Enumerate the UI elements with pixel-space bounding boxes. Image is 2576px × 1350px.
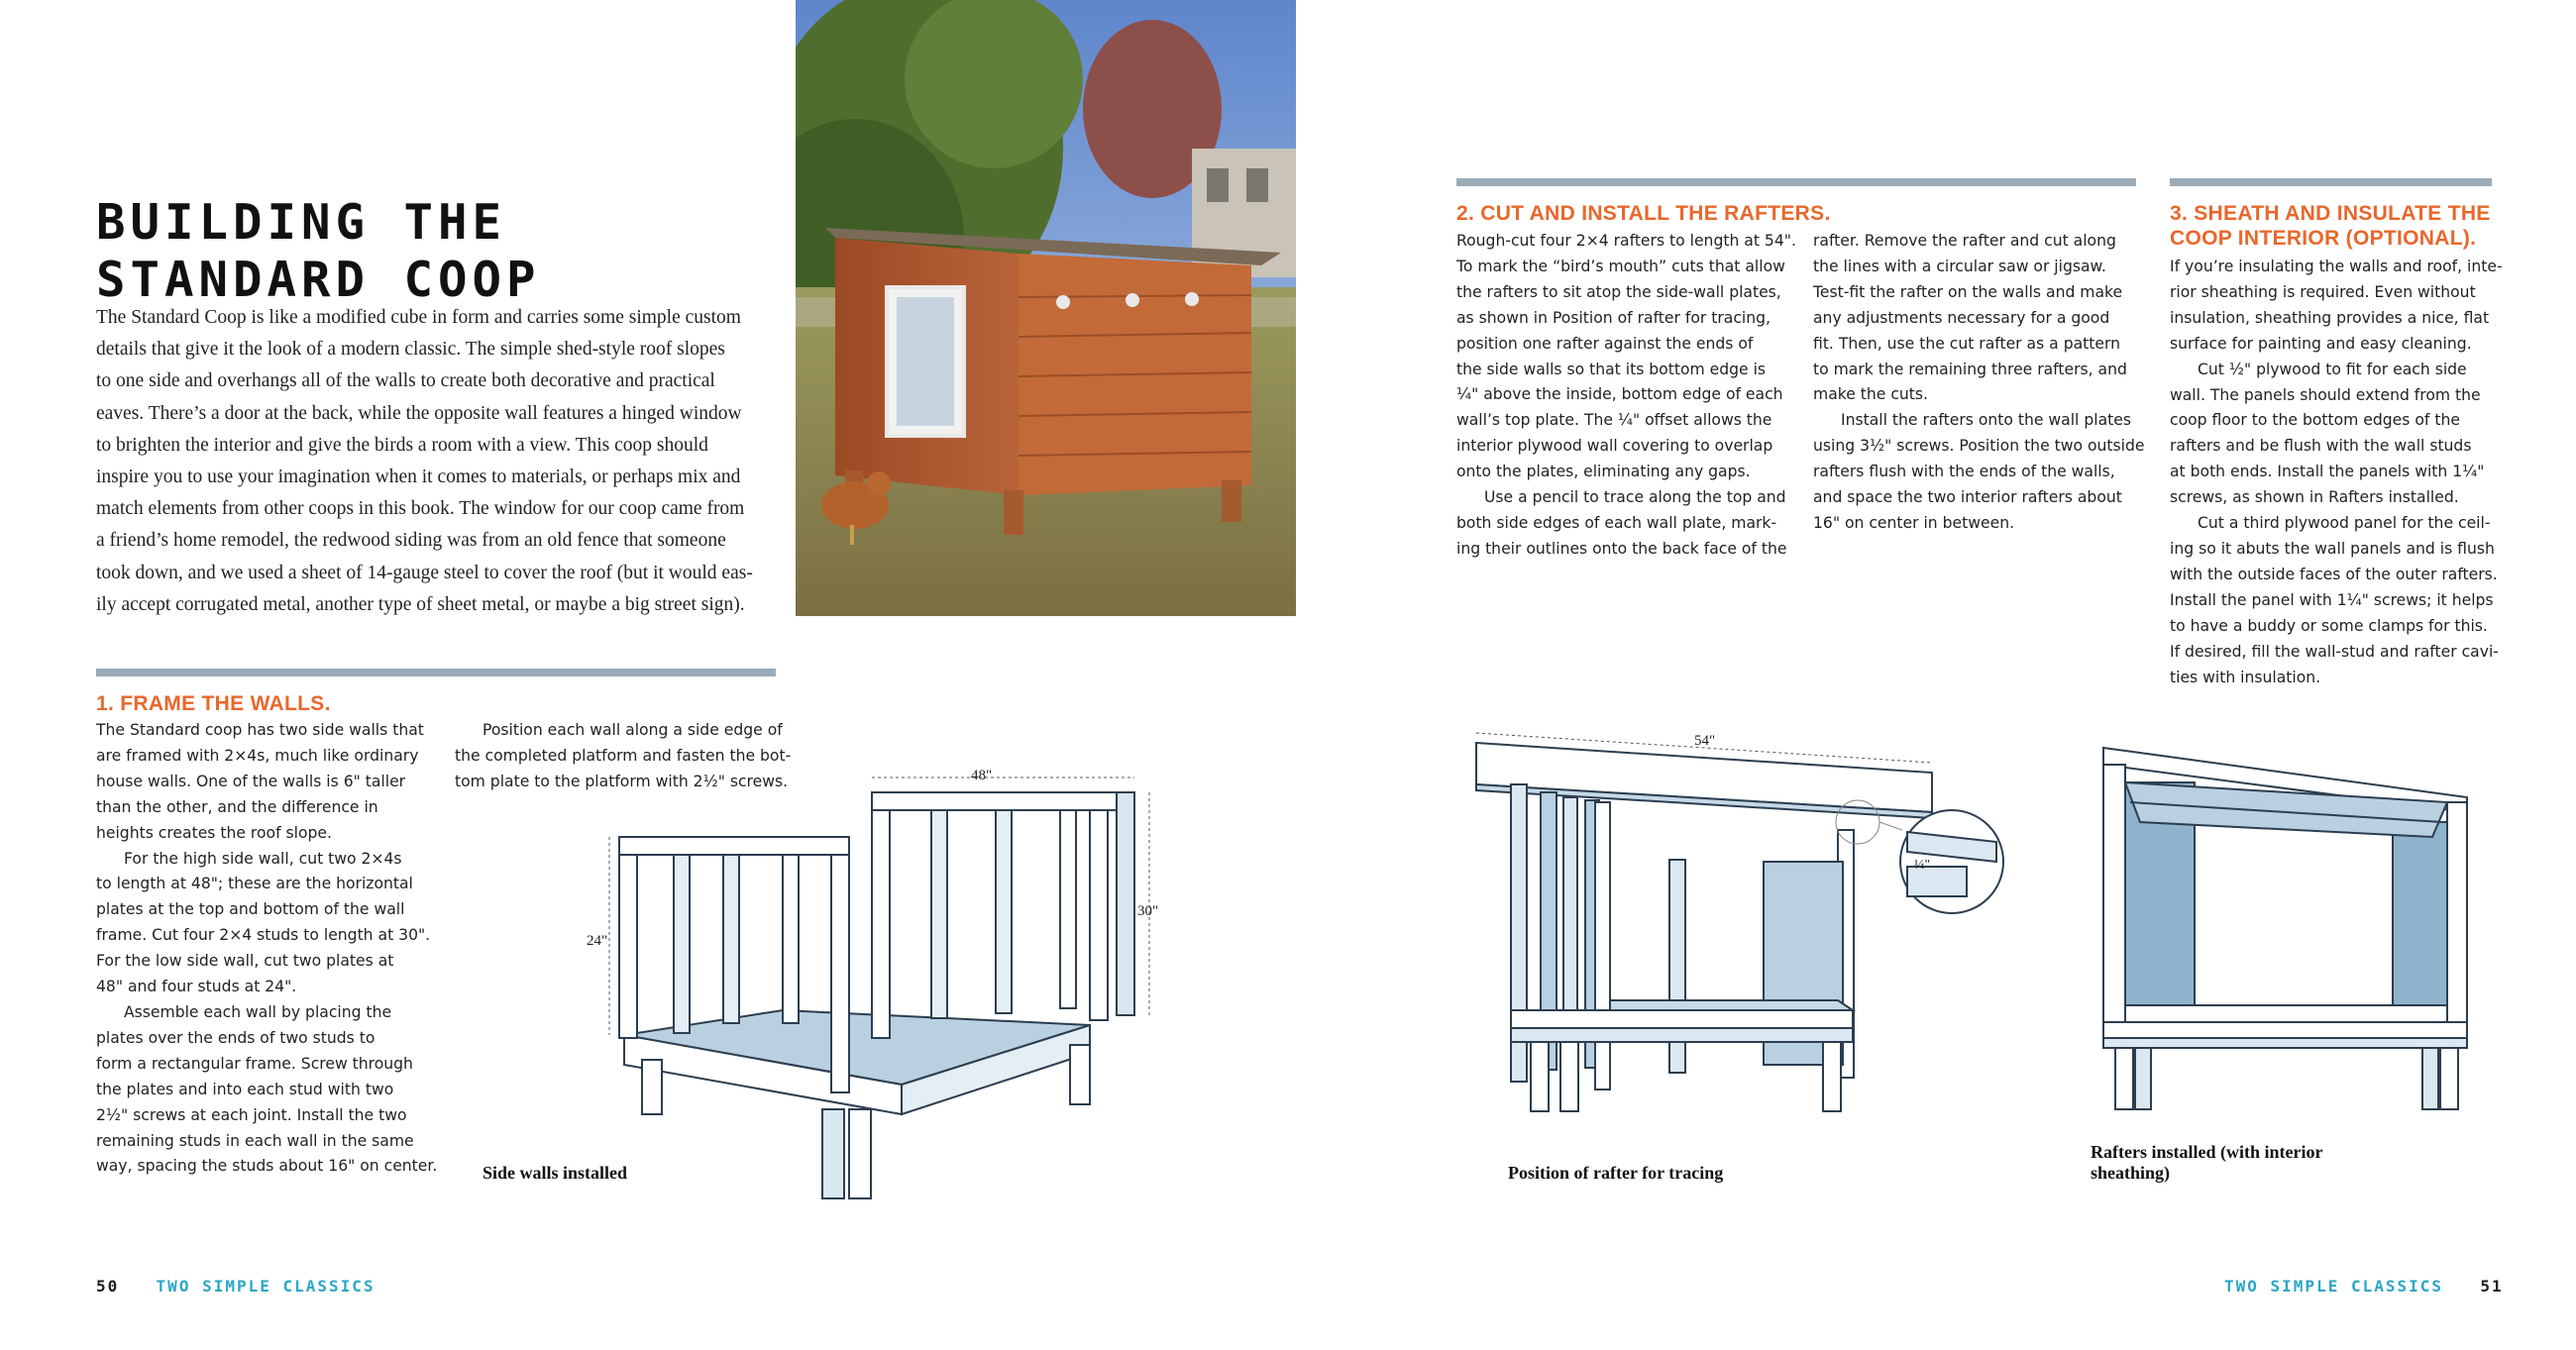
section-2-column-1 [1456, 229, 1803, 563]
section-2-heading: 2. CUT AND INSTALL THE RAFTERS. [1456, 202, 1831, 225]
section-1-line: Position each wall along a side edge of [483, 721, 783, 739]
section-1-line: Assemble each wall by placing the [124, 1002, 392, 1021]
section-3-line: If you’re insulating the walls and roof, inte- [2170, 258, 2503, 275]
rafters-caption-line-1: Rafters installed (with interior [2091, 1142, 2323, 1162]
section-3-heading-line-2: COOP INTERIOR (OPTIONAL). [2170, 227, 2477, 250]
section-2-line: the lines with a circular saw or jigsaw. [1813, 257, 2106, 275]
section-3-column [2170, 255, 2507, 690]
rafter-tracing-diagram [1466, 713, 2021, 1129]
section-1-line: plates at the top and bottom of the wall [96, 900, 405, 919]
section-3-line: coop floor to the bottom edges of the [2170, 411, 2460, 430]
section-3-heading-line-1: 3. SHEATH AND INSULATE THE [2170, 202, 2491, 225]
intro-line: eaves. There’s a door at the back, while the opposite wall features a hinged window [96, 402, 742, 424]
page-number-right: 51 [2480, 1277, 2504, 1296]
dimension-54: 54" [1694, 733, 1716, 749]
section-2-line: any adjustments necessary for a good [1813, 308, 2110, 327]
section-2-line: the rafters to sit atop the side-wall plates, [1456, 282, 1781, 301]
running-section-left: TWO SIMPLE CLASSICS [156, 1277, 376, 1296]
side-walls-caption: Side walls installed [483, 1163, 628, 1183]
section-1-line: heights creates the roof slope. [96, 823, 332, 842]
section-2-line: ing their outlines onto the back face of the [1456, 539, 1787, 558]
intro-line: details that give it the look of a modern classic. The simple shed-style roof slopes [96, 339, 725, 361]
section-2-line: and space the two interior rafters about [1813, 488, 2122, 507]
section-1-line: to length at 48"; these are the horizontal [96, 875, 413, 893]
section-3-line: at both ends. Install the panels with 1¼" [2170, 463, 2485, 481]
section-1-line: the completed platform and fasten the bot- [455, 746, 792, 765]
section-1-line: For the high side wall, cut two 2×4s [124, 849, 402, 868]
rafters-caption-line-2: sheathing) [2091, 1163, 2171, 1183]
dimension-24: 24" [587, 933, 608, 949]
section-2-line: Install the rafters onto the wall plates [1841, 411, 2131, 430]
section-1-line: than the other, and the difference in [96, 797, 378, 816]
section-2-line: make the cuts. [1813, 385, 1928, 404]
section-3-line: screws, as shown in Rafters installed. [2170, 488, 2459, 507]
section-1-line: frame. Cut four 2×4 studs to length at 30". [96, 926, 431, 945]
section-3-line: insulation, sheathing provides a nice, flat [2170, 308, 2490, 327]
section-3-line: with the outside faces of the outer rafters. [2170, 565, 2498, 583]
intro-line: a friend’s home remodel, the redwood siding was from an old fence that someone [96, 530, 726, 552]
section-1-line: are framed with 2×4s, much like ordinary [96, 746, 419, 765]
footer-left [96, 1277, 376, 1296]
running-section-right: TWO SIMPLE CLASSICS [2224, 1277, 2444, 1296]
coop-photo-illustration [796, 0, 1296, 616]
section-1-line: plates over the ends of two studs to [96, 1028, 376, 1047]
footer-right [2224, 1277, 2504, 1296]
section-1-line: the plates and into each stud with two [96, 1080, 394, 1098]
section-1-line: form a rectangular frame. Screw through [96, 1054, 413, 1073]
section-3-rule [2170, 178, 2492, 186]
section-3-line: ties with insulation. [2170, 668, 2321, 686]
section-1-line: tom plate to the platform with 2½" screws. [455, 772, 789, 790]
section-3-line: ing so it abuts the wall panels and is flush [2170, 539, 2495, 558]
page-number-left: 50 [96, 1277, 120, 1296]
page-title [96, 194, 790, 309]
dimension-30: 30" [1137, 903, 1159, 919]
intro-line: match elements from other coops in this book. The window for our coop came from [96, 498, 745, 520]
rafter-tracing-caption: Position of rafter for tracing [1508, 1163, 1724, 1183]
section-3-heading [2170, 201, 2491, 251]
side-walls-diagram [575, 758, 1169, 1223]
intro-line: took down, and we used a sheet of 14-gauge steel to cover the roof (but it would eas- [96, 562, 753, 583]
title-line-2: STANDARD COOP [96, 252, 541, 308]
intro-line: ily accept corrugated metal, another type of sheet metal, or maybe a big street sign). [96, 593, 745, 615]
section-3-line: to have a buddy or some clamps for this. [2170, 616, 2488, 635]
section-3-line: Install the panel with 1¼" screws; it helps [2170, 590, 2494, 609]
section-1-line: The Standard coop has two side walls that [96, 721, 424, 739]
section-3-line: rior sheathing is required. Even without [2170, 282, 2476, 301]
section-3-line: If desired, fill the wall-stud and rafter cavi- [2170, 642, 2499, 661]
intro-line: inspire you to use your imagination when it comes to materials, or perhaps mix and [96, 467, 741, 488]
section-2-line: the side walls so that its bottom edge is [1456, 360, 1767, 378]
section-2-line: to mark the remaining three rafters, and [1813, 360, 2127, 378]
intro-line: The Standard Coop is like a modified cube in form and carries some simple custom [96, 307, 741, 328]
section-1-line: 2½" screws at each joint. Install the two [96, 1105, 407, 1124]
dimension-quarter: ¼" [1914, 858, 1931, 873]
intro-line: to one side and overhangs all of the walls to create both decorative and practical [96, 370, 715, 392]
intro-line: to brighten the interior and give the birds a room with a view. This coop should [96, 434, 708, 456]
rafters-installed-caption [2091, 1142, 2322, 1184]
section-2-line: fit. Then, use the cut rafter as a pattern [1813, 334, 2120, 353]
section-1-line: way, spacing the studs about 16" on center. [96, 1157, 438, 1176]
section-1-column-1 [96, 718, 438, 1180]
intro-paragraph [96, 302, 780, 621]
section-2-line: both side edges of each wall plate, mark- [1456, 513, 1777, 532]
section-2-rule [1456, 178, 2136, 186]
dimension-48: 48" [971, 768, 993, 783]
section-2-line: using 3½" screws. Position the two outside [1813, 437, 2145, 456]
section-2-line: as shown in Position of rafter for tracing, [1456, 308, 1771, 327]
section-1-line: remaining studs in each wall in the same [96, 1131, 414, 1150]
section-3-line: Cut a third plywood panel for the ceil- [2198, 514, 2491, 533]
section-2-line: position one rafter against the ends of [1456, 334, 1754, 353]
section-1-line: For the low side wall, cut two plates at [96, 952, 394, 971]
section-2-line: Rough-cut four 2×4 rafters to length at 54". [1456, 232, 1796, 250]
rafters-installed-diagram [2095, 743, 2472, 1119]
section-1-line: house walls. One of the walls is 6" taller [96, 772, 406, 790]
title-line-1: BUILDING THE [96, 194, 507, 251]
section-2-line: Test-fit the rafter on the walls and make [1813, 282, 2123, 301]
section-3-line: rafters and be flush with the wall studs [2170, 437, 2472, 456]
section-2-line: To mark the “bird’s mouth” cuts that allow [1456, 257, 1785, 275]
section-1-rule [96, 669, 776, 676]
section-2-column-2 [1813, 229, 2160, 537]
section-3-line: wall. The panels should extend from the [2170, 385, 2481, 404]
section-2-line: onto the plates, eliminating any gaps. [1456, 463, 1751, 481]
section-2-line: interior plywood wall covering to overlap [1456, 437, 1773, 456]
section-3-line: surface for painting and easy cleaning. [2170, 334, 2472, 353]
section-1-heading: 1. FRAME THE WALLS. [96, 692, 331, 715]
coop-photo [796, 0, 1296, 616]
section-2-line: ¼" above the inside, bottom edge of each [1456, 385, 1783, 404]
section-2-line: wall’s top plate. The ¼" offset allows the [1456, 411, 1772, 430]
section-2-line: rafters flush with the ends of the walls, [1813, 463, 2115, 481]
section-2-line: rafter. Remove the rafter and cut along [1813, 232, 2116, 250]
section-3-line: Cut ½" plywood to fit for each side [2198, 360, 2467, 378]
section-2-line: Use a pencil to trace along the top and [1484, 488, 1786, 507]
section-1-line: 48" and four studs at 24". [96, 978, 297, 996]
section-2-line: 16" on center in between. [1813, 513, 2015, 532]
